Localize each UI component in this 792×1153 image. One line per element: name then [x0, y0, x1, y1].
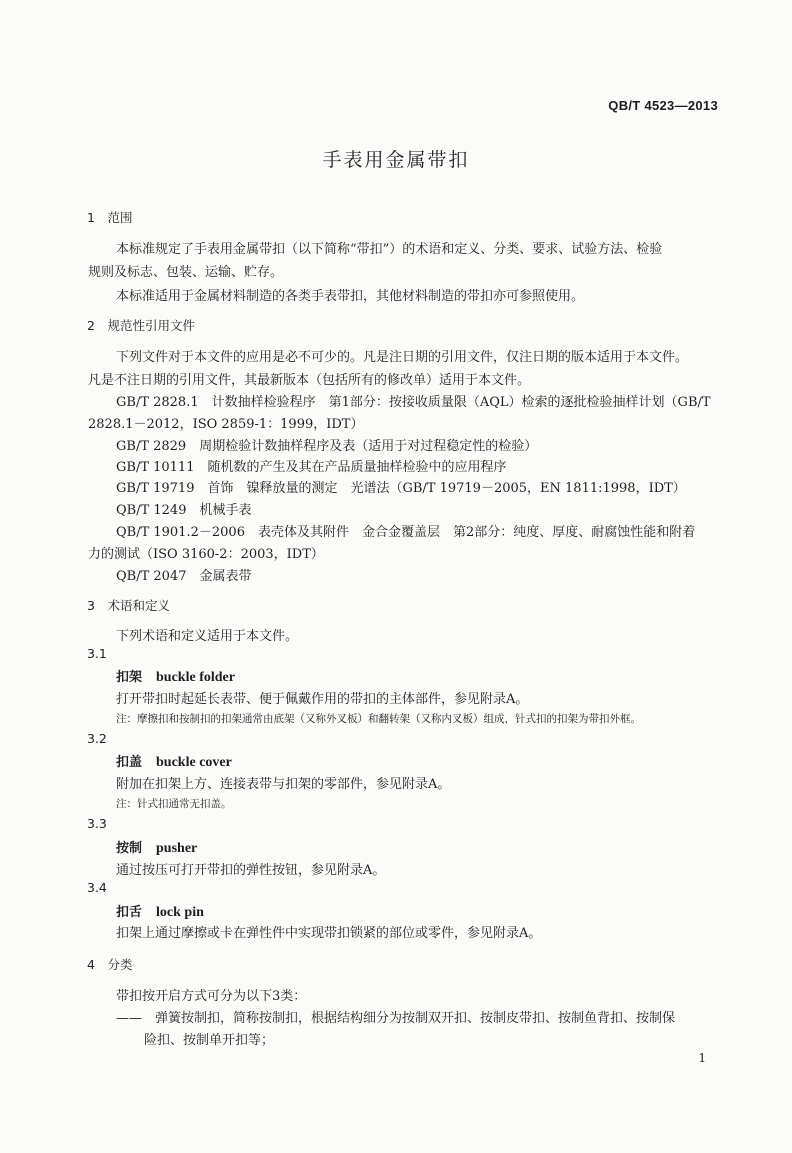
section-2-intro-b: 凡是不注日期的引用文件，其最新版本（包括所有的修改单）适用于本文件。: [88, 373, 531, 388]
section-1-paragraph-2: 本标准适用于金属材料制造的各类手表带扣，其他材料制造的带扣亦可参照使用。: [116, 289, 585, 304]
term-note: 注：摩擦扣和按制扣的扣架通常由底架（又称外叉板）和翻转架（又称内叉板）组成，针式扣的扣架为带扣外框。: [116, 713, 641, 725]
term-number: 3.1: [87, 646, 107, 661]
section-4-intro: 带扣按开启方式可分为以下3类：: [116, 989, 307, 1004]
term-number: 3.2: [87, 731, 107, 746]
term-zh: 扣舌: [116, 905, 143, 920]
term-heading: [116, 751, 232, 771]
term-definition: 通过按压可打开带扣的弹性按钮，参见附录A。: [116, 863, 386, 878]
term-en: buckle folder: [156, 670, 235, 685]
reference-item: GB/T 2828.1 计数抽样检验程序 第1部分：按接收质量限（AQL）检索的逐批检验抽样计划（GB/T: [116, 395, 711, 410]
reference-item-continued: 力的测试（ISO 3160-2：2003，IDT）: [88, 547, 324, 562]
page-number: 1: [698, 1051, 706, 1065]
term-note: 注：针式扣通常无扣盖。: [116, 798, 232, 810]
section-2-heading: 2 规范性引用文件: [87, 318, 195, 333]
term-en: pusher: [156, 841, 198, 856]
reference-item: GB/T 10111 随机数的产生及其在产品质量抽样检验中的应用程序: [116, 460, 507, 475]
term-definition: 扣架上通过摩擦或卡在弹性件中实现带扣锁紧的部位或零件，参见附录A。: [116, 926, 542, 941]
reference-item: QB/T 1901.2－2006 表壳体及其附件 金合金覆盖层 第2部分：纯度、厚度、耐腐蚀性能和附着: [116, 525, 696, 540]
term-zh: 按制: [116, 841, 143, 856]
section-3-intro: 下列术语和定义适用于本文件。: [116, 629, 299, 644]
term-number: 3.4: [87, 880, 107, 895]
reference-item: GB/T 2829 周期检验计数抽样程序及表（适用于对过程稳定性的检验）: [116, 439, 538, 454]
term-zh: 扣盖: [116, 755, 143, 770]
term-definition: 附加在扣架上方、连接表带与扣架的零部件，参见附录A。: [116, 777, 451, 792]
term-zh: 扣架: [116, 670, 143, 685]
reference-item: QB/T 2047 金属表带: [116, 569, 252, 584]
section-2-intro-a: 下列文件对于本文件的应用是必不可少的。凡是注日期的引用文件，仅注日期的版本适用于本文件。: [116, 350, 689, 365]
section-1-paragraph-1a: 本标准规定了手表用金属带扣（以下简称“带扣”）的术语和定义、分类、要求、试验方法、检验: [116, 242, 663, 257]
section-4-list-item: —— 弹簧按制扣，简称按制扣，根据结构细分为按制双开扣、按制皮带扣、按制鱼背扣、按制保: [116, 1011, 676, 1026]
term-heading: [116, 837, 197, 857]
term-definition: 打开带扣时起延长表带、便于佩戴作用的带扣的主体部件，参见附录A。: [116, 692, 529, 707]
term-en: lock pin: [156, 905, 204, 920]
term-heading: [116, 666, 235, 686]
term-heading: [116, 901, 204, 921]
section-4-list-item-continued: 险扣、按制单开扣等；: [144, 1033, 275, 1048]
term-en: buckle cover: [156, 755, 232, 770]
reference-item-continued: 2828.1－2012，ISO 2859-1：1999，IDT）: [88, 417, 364, 432]
section-3-heading: 3 术语和定义: [87, 598, 170, 613]
section-1-heading: 1 范围: [87, 210, 133, 225]
standard-number: QB/T 4523—2013: [608, 98, 718, 113]
document-title: 手表用金属带扣: [322, 149, 470, 171]
section-1-paragraph-1b: 规则及标志、包装、运输、贮存。: [88, 265, 284, 280]
section-4-heading: 4 分类: [87, 957, 133, 972]
reference-item: QB/T 1249 机械手表: [116, 503, 252, 518]
reference-item: GB/T 19719 首饰 镍释放量的测定 光谱法（GB/T 19719－2005，EN 1811:1998，IDT）: [116, 481, 686, 496]
term-number: 3.3: [87, 816, 107, 831]
